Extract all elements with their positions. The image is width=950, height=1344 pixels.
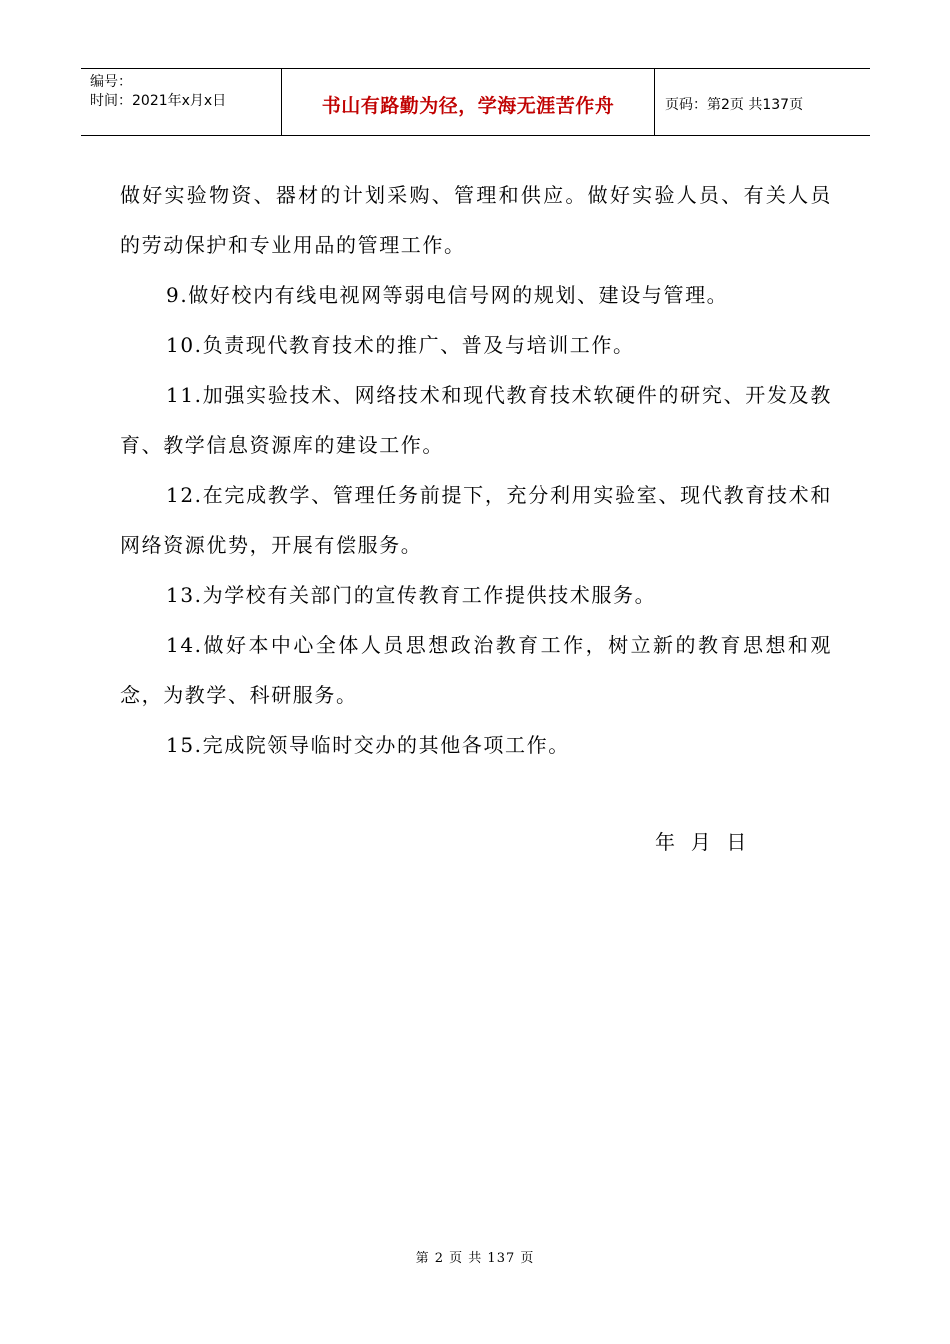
document-body [120, 170, 832, 770]
header-motto-cell [282, 69, 655, 135]
paragraph-item-15: 15.完成院领导临时交办的其他各项工作。 [166, 733, 570, 757]
paragraph-continued: 做好实验物资、器材的计划采购、管理和供应。做好实验人员、有关人员的劳动保护和专业用品的管理工作。 [120, 183, 832, 257]
page-info: 页码：第2页 共137页 [665, 97, 804, 113]
paragraph-item-10: 10.负责现代教育技术的推广、普及与培训工作。 [166, 333, 635, 357]
header-page-cell [655, 69, 870, 135]
number-label: 编号： [90, 74, 132, 90]
signature-date: 年 月 日 [655, 830, 748, 854]
paragraph-item-11: 11.加强实验技术、网络技术和现代教育技术软硬件的研究、开发及教育、教学信息资源库的建设工作。 [120, 383, 832, 457]
document-header [81, 68, 870, 136]
paragraph-item-13: 13.为学校有关部门的宣传教育工作提供技术服务。 [166, 583, 657, 607]
paragraph-item-14: 14.做好本中心全体人员思想政治教育工作，树立新的教育思想和观念，为教学、科研服务。 [120, 633, 832, 707]
page-footer: 第 2 页 共 137 页 [415, 1251, 535, 1266]
header-meta-cell [81, 69, 282, 135]
motto-text: 书山有路勤为径，学海无涯苦作舟 [321, 94, 615, 117]
time-label: 时间：2021年x月x日 [90, 93, 227, 109]
paragraph-item-9: 9.做好校内有线电视网等弱电信号网的规划、建设与管理。 [166, 283, 729, 307]
paragraph-item-12: 12.在完成教学、管理任务前提下，充分利用实验室、现代教育技术和网络资源优势，开展有偿服务。 [120, 483, 832, 557]
